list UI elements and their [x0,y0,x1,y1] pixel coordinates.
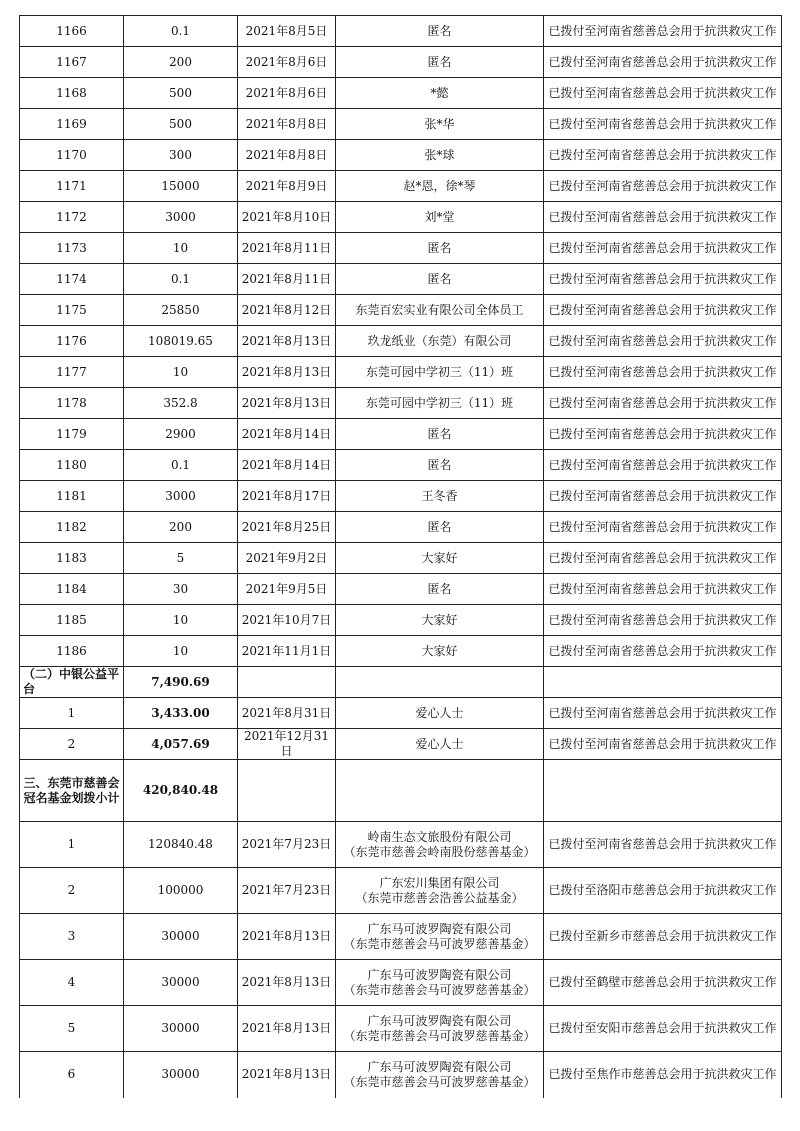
cell-donor: 匿名 [336,574,544,605]
cell-remark: 已拨付至鹤壁市慈善总会用于抗洪救灾工作 [544,960,782,1006]
table-row [20,868,782,914]
donation-table [19,15,782,1098]
cell-amount: 200 [124,512,238,543]
cell-remark: 已拨付至河南省慈善总会用于抗洪救灾工作 [544,450,782,481]
cell-remark: 已拨付至河南省慈善总会用于抗洪救灾工作 [544,171,782,202]
cell-donor: 东莞百宏实业有限公司全体员工 [336,295,544,326]
donor-fund: （东莞市慈善会浩善公益基金） [355,890,524,905]
cell-date: 2021年8月31日 [238,698,336,729]
table-row [20,1006,782,1052]
cell-amount: 0.1 [124,264,238,295]
cell-remark: 已拨付至河南省慈善总会用于抗洪救灾工作 [544,47,782,78]
table-row [20,357,782,388]
cell-amount: 4,057.69 [124,729,238,760]
cell-remark: 已拨付至河南省慈善总会用于抗洪救灾工作 [544,140,782,171]
cell-no: 5 [20,1006,124,1052]
cell-date: 2021年8月13日 [238,1006,336,1052]
cell-donor [336,1052,544,1098]
cell-no: 1170 [20,140,124,171]
cell-no: 1172 [20,202,124,233]
cell-date: 2021年8月13日 [238,914,336,960]
cell-no: 1181 [20,481,124,512]
cell-date: 2021年8月13日 [238,960,336,1006]
cell-no: 1185 [20,605,124,636]
table-row [20,543,782,574]
cell-amount: 200 [124,47,238,78]
cell-amount: 3000 [124,202,238,233]
cell-date: 2021年8月9日 [238,171,336,202]
cell-date: 2021年8月13日 [238,357,336,388]
cell-remark: 已拨付至河南省慈善总会用于抗洪救灾工作 [544,636,782,667]
cell-date: 2021年8月11日 [238,233,336,264]
cell-amount: 10 [124,357,238,388]
cell-donor: 匿名 [336,264,544,295]
cell-donor: 东莞可园中学初三（11）班 [336,388,544,419]
cell-amount: 25850 [124,295,238,326]
table-row [20,326,782,357]
cell-no: 1173 [20,233,124,264]
table-row [20,47,782,78]
section-total: 7,490.69 [124,667,238,698]
cell-amount: 10 [124,636,238,667]
cell-donor [336,914,544,960]
cell-amount: 3000 [124,481,238,512]
cell-amount: 0.1 [124,450,238,481]
donor-company: 广东马可波罗陶瓷有限公司 [367,1013,512,1028]
cell-donor: 东莞可园中学初三（11）班 [336,357,544,388]
cell-amount: 3,433.00 [124,698,238,729]
cell-remark: 已拨付至河南省慈善总会用于抗洪救灾工作 [544,512,782,543]
cell-no: 3 [20,914,124,960]
cell-donor: 刘*堂 [336,202,544,233]
cell-donor [336,1006,544,1052]
cell-remark: 已拨付至河南省慈善总会用于抗洪救灾工作 [544,326,782,357]
cell-amount: 120840.48 [124,822,238,868]
donor-company: 岭南生态文旅股份有限公司 [367,829,512,844]
cell-donor: 王冬香 [336,481,544,512]
donor-company: 广东马可波罗陶瓷有限公司 [367,921,512,936]
cell-no: 1 [20,822,124,868]
cell-date: 2021年11月1日 [238,636,336,667]
table-row [20,233,782,264]
table-row [20,109,782,140]
table-row [20,202,782,233]
cell-donor: 匿名 [336,419,544,450]
donor-company: 广东宏川集团有限公司 [379,875,500,890]
cell-amount: 500 [124,109,238,140]
cell-no: 1180 [20,450,124,481]
cell-date: 2021年7月23日 [238,822,336,868]
cell-date: 2021年8月25日 [238,512,336,543]
cell-amount: 5 [124,543,238,574]
cell-date: 2021年8月13日 [238,388,336,419]
cell-no: 2 [20,729,124,760]
cell-remark: 已拨付至河南省慈善总会用于抗洪救灾工作 [544,295,782,326]
cell-remark: 已拨付至河南省慈善总会用于抗洪救灾工作 [544,822,782,868]
cell-no: 1166 [20,16,124,47]
table-row [20,140,782,171]
table-row [20,171,782,202]
table-row [20,419,782,450]
cell-donor: 匿名 [336,450,544,481]
table-row [20,729,782,760]
cell-amount: 30000 [124,960,238,1006]
cell-remark: 已拨付至河南省慈善总会用于抗洪救灾工作 [544,109,782,140]
cell-remark: 已拨付至河南省慈善总会用于抗洪救灾工作 [544,605,782,636]
cell-date: 2021年8月8日 [238,140,336,171]
cell-no: 1169 [20,109,124,140]
cell-date: 2021年8月17日 [238,481,336,512]
cell-no: 1175 [20,295,124,326]
cell-donor: 爱心人士 [336,698,544,729]
cell-date: 2021年9月5日 [238,574,336,605]
table-row [20,605,782,636]
cell-date: 2021年8月8日 [238,109,336,140]
table-row [20,914,782,960]
table-row [20,574,782,605]
cell-date: 2021年8月14日 [238,419,336,450]
cell-remark: 已拨付至新乡市慈善总会用于抗洪救灾工作 [544,914,782,960]
table-row [20,698,782,729]
donor-company: 广东马可波罗陶瓷有限公司 [367,967,512,982]
table-row [20,16,782,47]
cell-remark: 已拨付至安阳市慈善总会用于抗洪救灾工作 [544,1006,782,1052]
section-header-row [20,667,782,698]
cell-amount: 15000 [124,171,238,202]
cell-remark: 已拨付至洛阳市慈善总会用于抗洪救灾工作 [544,868,782,914]
cell-remark: 已拨付至河南省慈善总会用于抗洪救灾工作 [544,481,782,512]
cell-date: 2021年8月6日 [238,78,336,109]
cell-donor: 匿名 [336,512,544,543]
cell-no: 1176 [20,326,124,357]
cell-no: 6 [20,1052,124,1098]
table-row [20,450,782,481]
cell-amount: 300 [124,140,238,171]
cell-date: 2021年8月10日 [238,202,336,233]
cell-remark: 已拨付至河南省慈善总会用于抗洪救灾工作 [544,357,782,388]
cell-date: 2021年8月11日 [238,264,336,295]
cell-date: 2021年8月14日 [238,450,336,481]
cell-donor: 大家好 [336,543,544,574]
cell-donor: 匿名 [336,47,544,78]
table-row [20,295,782,326]
cell-remark: 已拨付至河南省慈善总会用于抗洪救灾工作 [544,574,782,605]
cell-date: 2021年7月23日 [238,868,336,914]
cell-remark: 已拨付至河南省慈善总会用于抗洪救灾工作 [544,264,782,295]
cell-no: 1182 [20,512,124,543]
cell-amount: 30000 [124,914,238,960]
cell-date: 2021年8月13日 [238,1052,336,1098]
cell-remark: 已拨付至河南省慈善总会用于抗洪救灾工作 [544,729,782,760]
cell-donor [336,822,544,868]
table-row [20,1052,782,1098]
cell-remark: 已拨付至河南省慈善总会用于抗洪救灾工作 [544,698,782,729]
cell-amount: 100000 [124,868,238,914]
cell-no: 1168 [20,78,124,109]
cell-date: 2021年8月5日 [238,16,336,47]
cell-remark: 已拨付至河南省慈善总会用于抗洪救灾工作 [544,388,782,419]
cell-remark: 已拨付至河南省慈善总会用于抗洪救灾工作 [544,202,782,233]
table-row [20,264,782,295]
cell-amount: 0.1 [124,16,238,47]
cell-no: 2 [20,868,124,914]
section-title: （二）中银公益平台 [20,667,124,698]
cell-amount: 30000 [124,1006,238,1052]
donor-fund: （东莞市慈善会马可波罗慈善基金） [343,936,536,951]
cell-donor: 大家好 [336,605,544,636]
cell-donor: *懿 [336,78,544,109]
cell-no: 1 [20,698,124,729]
cell-no: 1184 [20,574,124,605]
cell-date: 2021年8月12日 [238,295,336,326]
cell-amount: 2900 [124,419,238,450]
donor-fund: （东莞市慈善会马可波罗慈善基金） [343,1074,536,1089]
cell-amount: 30000 [124,1052,238,1098]
donor-company: 广东马可波罗陶瓷有限公司 [367,1059,512,1074]
cell-no: 1167 [20,47,124,78]
cell-donor: 匿名 [336,233,544,264]
cell-remark: 已拨付至河南省慈善总会用于抗洪救灾工作 [544,16,782,47]
cell-date: 2021年9月2日 [238,543,336,574]
cell-date: 2021年10月7日 [238,605,336,636]
table-row [20,822,782,868]
donor-fund: （东莞市慈善会马可波罗慈善基金） [343,982,536,997]
donor-fund: （东莞市慈善会马可波罗慈善基金） [343,1028,536,1043]
section-header-row [20,760,782,822]
donor-fund: （东莞市慈善会岭南股份慈善基金） [343,844,536,859]
cell-no: 4 [20,960,124,1006]
cell-donor: 爱心人士 [336,729,544,760]
table-row [20,481,782,512]
table-row [20,636,782,667]
cell-remark: 已拨付至河南省慈善总会用于抗洪救灾工作 [544,233,782,264]
cell-remark: 已拨付至河南省慈善总会用于抗洪救灾工作 [544,419,782,450]
section-title: 三、东莞市慈善会冠名基金划拨小计 [20,760,124,822]
section-total: 420,840.48 [124,760,238,822]
cell-remark: 已拨付至河南省慈善总会用于抗洪救灾工作 [544,78,782,109]
cell-remark: 已拨付至河南省慈善总会用于抗洪救灾工作 [544,543,782,574]
cell-amount: 10 [124,233,238,264]
cell-donor: 张*球 [336,140,544,171]
cell-amount: 352.8 [124,388,238,419]
table-row [20,960,782,1006]
cell-no: 1179 [20,419,124,450]
cell-date: 2021年8月6日 [238,47,336,78]
cell-amount: 500 [124,78,238,109]
cell-date: 2021年12月31日 [238,729,336,760]
cell-no: 1178 [20,388,124,419]
cell-donor: 张*华 [336,109,544,140]
cell-amount: 10 [124,605,238,636]
table-row [20,388,782,419]
table-row [20,512,782,543]
cell-date: 2021年8月13日 [238,326,336,357]
cell-amount: 108019.65 [124,326,238,357]
cell-no: 1186 [20,636,124,667]
cell-donor: 玖龙纸业（东莞）有限公司 [336,326,544,357]
cell-donor: 匿名 [336,16,544,47]
cell-no: 1174 [20,264,124,295]
cell-no: 1183 [20,543,124,574]
cell-donor: 大家好 [336,636,544,667]
cell-remark: 已拨付至焦作市慈善总会用于抗洪救灾工作 [544,1052,782,1098]
cell-donor [336,868,544,914]
cell-amount: 30 [124,574,238,605]
cell-no: 1177 [20,357,124,388]
donation-table-body [20,16,782,1098]
table-row [20,78,782,109]
cell-donor [336,960,544,1006]
cell-no: 1171 [20,171,124,202]
cell-donor: 赵*恩，徐*琴 [336,171,544,202]
